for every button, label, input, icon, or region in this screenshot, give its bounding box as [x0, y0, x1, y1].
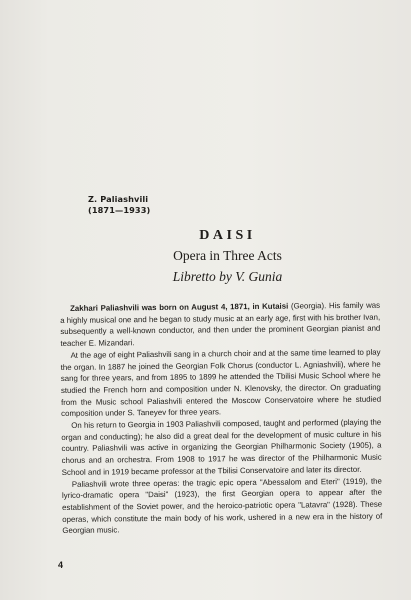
paragraph-1	[60, 300, 380, 350]
composer-credit	[88, 194, 150, 215]
paragraph-3: On his return to Georgia in 1903 Paliashvili composed, taught and performed (playing the organ and conducting); he also did a great deal for the development of music culture in his country. Paliashvili was active in organizing the Georgian Philharmonic Society (1905), a chorus and an orchestra. From 1908 to 1917 he was director of the Philharmonic Music School and in 1919 became professor at the Tbilisi Conservatoire and later its director.	[61, 417, 382, 477]
page-number: 4	[58, 560, 64, 570]
paragraph-4: Paliashvili wrote three operas: the tragic epic opera "Abessalom and Eteri" (1919), the lyrico-dramatic opera "Daisi" (1923), the first Georgian opera to appear after the establishment of the Soviet power, and the heroico-patriotic opera "Latavra" (1928). These operas, which constitute the main body of his work, ushered in a new era in the history of Georgian music.	[61, 476, 383, 536]
opera-title: DAISI	[199, 228, 256, 243]
libretto-credit: Libretto by V. Gunia	[172, 269, 283, 284]
paragraph-2: At the age of eight Paliashvili sang in a church choir and at the same time learned to play the organ. In 1887 he joined the Georgian Folk Chorus (conductor L. Agniashvili), where he sang for three years, and from 1895 to 1899 he attended the Tbilisi Music School where he studied the French horn and composition under N. Klenovsky, the director. On graduating from the Music school Paliashvili entered the Moscow Conservatoire where he studied composition under S. Taneyev for three years.	[60, 347, 382, 419]
composer-name: Z. Paliashvili	[88, 194, 149, 204]
biography-text	[60, 300, 382, 537]
composer-dates: (1871—1933)	[88, 204, 151, 215]
opera-subtitle: Opera in Three Acts	[173, 248, 282, 263]
paragraph-1-lead: Zakhari Paliashvili was born on August 4, 1871, in Kutaisi	[70, 301, 289, 313]
paragraph-1-rest: (Georgia). His family was a highly musical one and he began to study music at an early age, first with his brother Ivan, subsequently a well-known conductor, and then under the prominent Georgian pianist and teacher E. Mizandari.	[60, 300, 381, 349]
